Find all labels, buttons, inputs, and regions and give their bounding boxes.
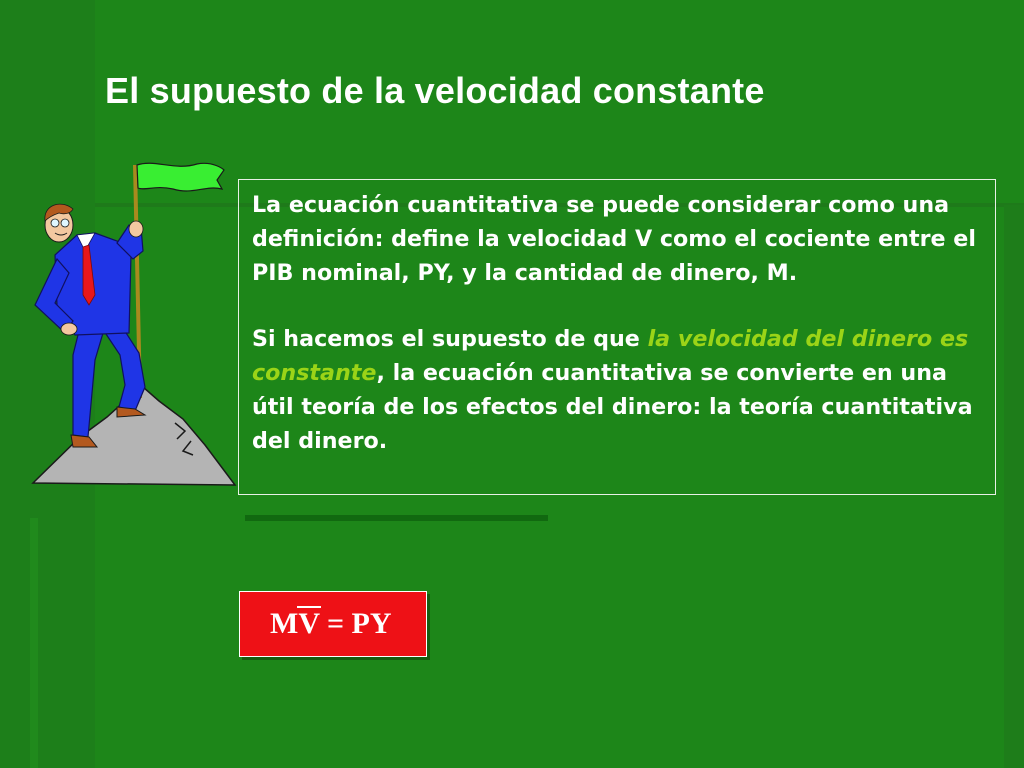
green-flag (137, 163, 224, 191)
left-leg (73, 327, 103, 437)
equation-text: MV = PY (270, 607, 392, 640)
background-band-lower-left (30, 518, 38, 768)
assumption-text-after: , la ecuación cuantitativa se convierte en una útil teoría de los efectos del dinero: la teoría cuantitativa del dinero. (252, 360, 973, 454)
assumption-text-before: Si hacemos el supuesto de que (252, 326, 648, 352)
background-dark-bar (245, 515, 548, 521)
explanation-text-box (238, 179, 996, 495)
paragraph-assumption (252, 322, 985, 458)
background-band-lower-right (1004, 205, 1024, 768)
businessman-flag-illustration (25, 155, 240, 490)
equation-box (239, 591, 427, 657)
paragraph-definition: La ecuación cuantitativa se puede considerar como una definición: define la velocidad V como el cociente entre el PIB nominal, PY, y la cantidad de dinero, M. (252, 192, 976, 286)
slide-title: El supuesto de la velocidad constante (105, 70, 765, 111)
assumption-highlight: la velocidad del dinero es constante (252, 326, 969, 386)
